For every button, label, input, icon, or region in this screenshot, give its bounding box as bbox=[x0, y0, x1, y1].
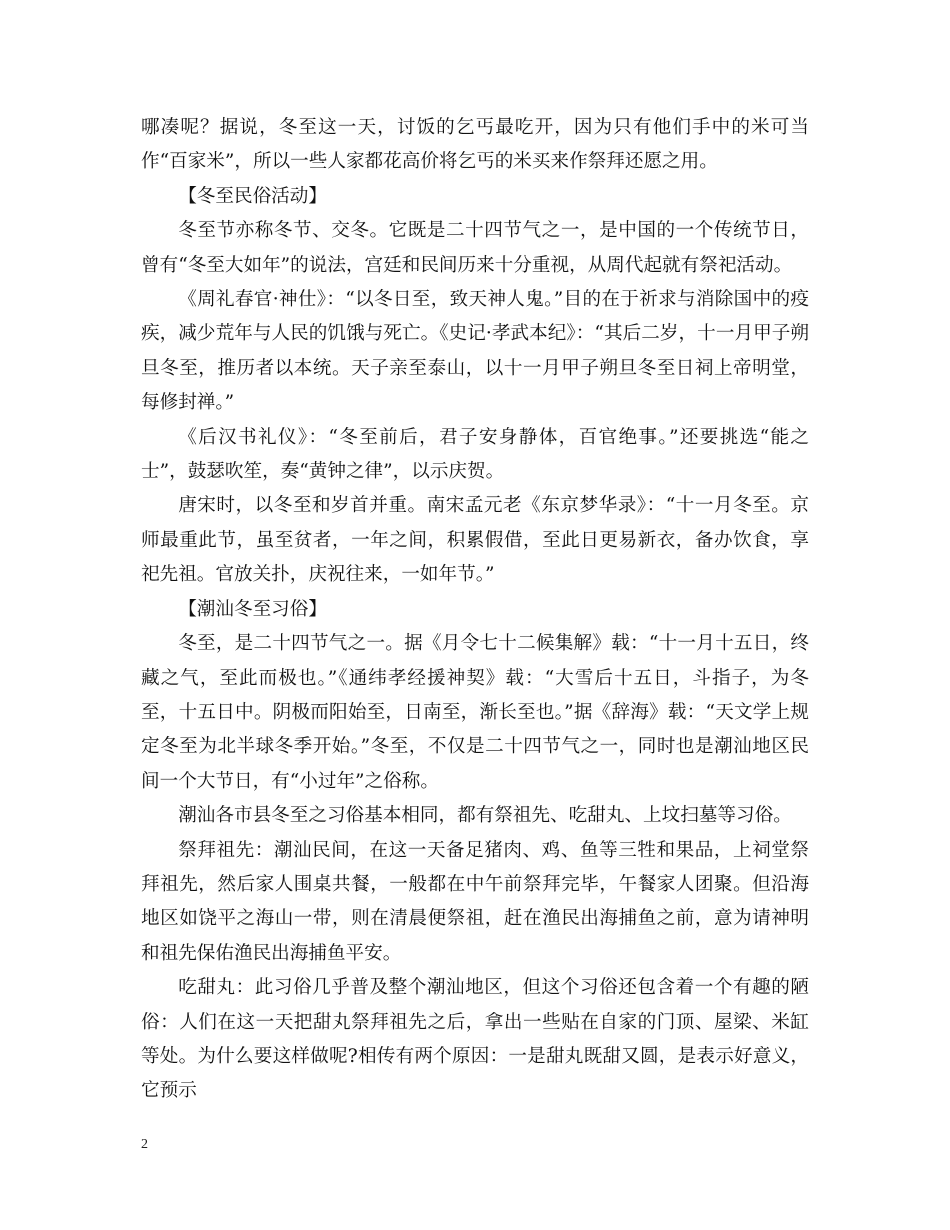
section-heading-chaoshan-customs: 【潮汕冬至习俗】 bbox=[178, 598, 327, 620]
paragraph: 唐宋时，以冬至和岁首并重。南宋孟元老《东京梦华录》：“十一月冬至。京师最重此节，虽至贫者，一年之间，积累假借，至此日更易新衣，备办饮食，享祀先祖。官放关扑，庆祝往来，一如年节。” bbox=[141, 495, 809, 586]
paragraph: 《后汉书礼仪》：“冬至前后，君子安身静体，百官绝事。”还要挑选“能之士”，鼓瑟吹笙，奏“黄钟之律”，以示庆贺。 bbox=[141, 426, 809, 483]
paragraph: 冬至节亦称冬节、交冬。它既是二十四节气之一，是中国的一个传统节日，曾有“冬至大如年”的说法，宫廷和民间历来十分重视，从周代起就有祭祀活动。 bbox=[141, 220, 809, 276]
page-number: 2 bbox=[141, 1137, 148, 1152]
paragraph: 吃甜丸：此习俗几乎普及整个潮汕地区，但这个习俗还包含着一个有趣的陋俗：人们在这一天把甜丸祭拜祖先之后，拿出一些贴在自家的门顶、屋梁、米缸等处。为什么要这样做呢?相传有两个原因：一是甜丸既甜又圆，是表示好意义，它预示 bbox=[141, 977, 809, 1102]
paragraph: 潮汕各市县冬至之习俗基本相同，都有祭祖先、吃甜丸、上坟扫墓等习俗。 bbox=[178, 805, 792, 827]
section-heading-winter-solstice-folk-activities: 【冬至民俗活动】 bbox=[178, 185, 327, 207]
paragraph: 《周礼春官·神仕》：“以冬日至，致天神人鬼。”目的在于祈求与消除国中的疫疾，减少荒年与人民的饥饿与死亡。《史记·孝武本纪》：“其后二岁，十一月甲子朔旦冬至，推历者以本统。天子亲至泰山，以十一月甲子朔旦冬至日祠上帝明堂，每修封禅。” bbox=[141, 289, 809, 414]
document-body bbox=[141, 111, 809, 1109]
paragraph: 祭拜祖先：潮汕民间，在这一天备足猪肉、鸡、鱼等三牲和果品，上祠堂祭拜祖先，然后家人围桌共餐，一般都在中午前祭拜完毕，午餐家人团聚。但沿海地区如饶平之海山一带，则在清晨便祭祖，赶在渔民出海捕鱼之前，意为请神明和祖先保佑渔民出海捕鱼平安。 bbox=[141, 839, 809, 964]
paragraph-continuation: 哪凑呢？据说，冬至这一天，讨饭的乞丐最吃开，因为只有他们手中的米可当作“百家米”，所以一些人家都花高价将乞丐的米买来作祭拜还愿之用。 bbox=[141, 117, 809, 173]
paragraph: 冬至，是二十四节气之一。据《月令七十二候集解》载：“十一月十五日，终藏之气，至此而极也。”《通纬孝经援神契》载：“大雪后十五日，斗指子，为冬至，十五日中。阴极而阳始至，日南至，渐长至也。”据《辞海》载：“天文学上规定冬至为北半球冬季开始。”冬至，不仅是二十四节气之一，同时也是潮汕地区民间一个大节日，有“小过年”之俗称。 bbox=[141, 633, 809, 792]
